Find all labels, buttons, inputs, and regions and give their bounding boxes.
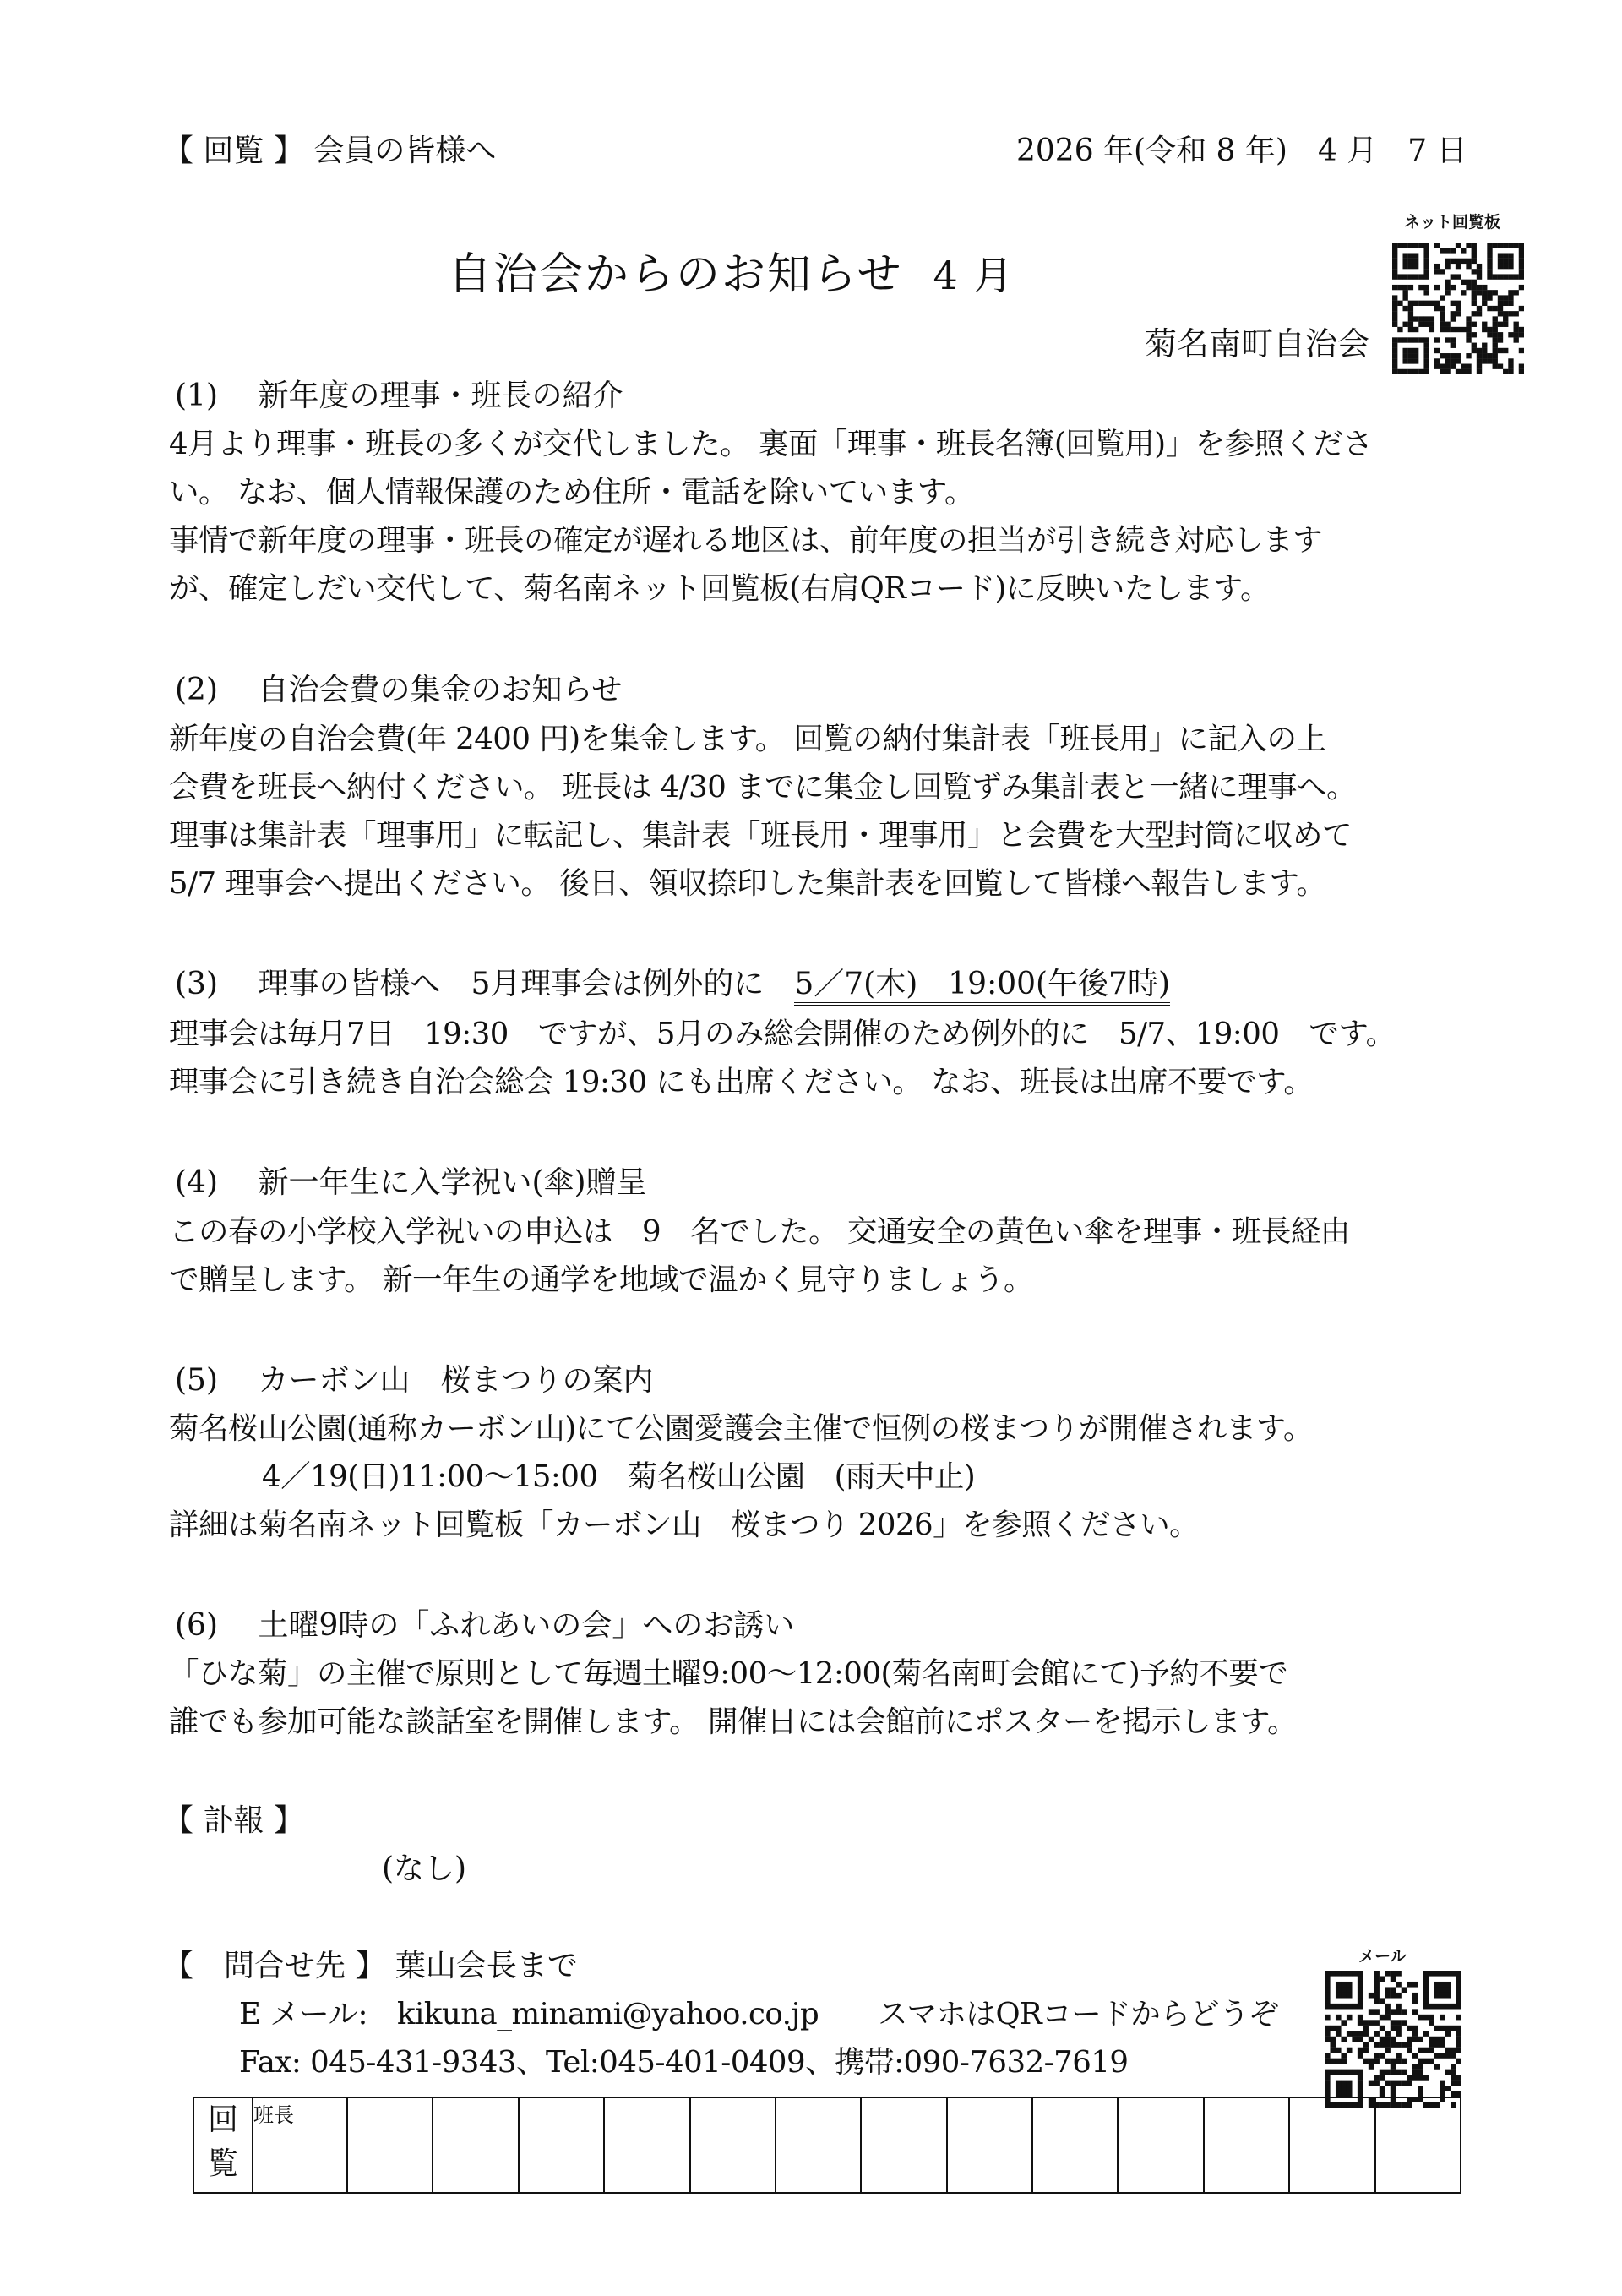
section-6-line: 「ひな菊」の主催で原則として毎週土曜9:00〜12:00(菊名南町会館にて)予約不要で: [169, 1656, 1288, 1691]
page-title-text: 自治会からのお知らせ: [448, 249, 903, 300]
section-4-line: で贈呈します。 新一年生の通学を地域で温かく見守りましょう。: [169, 1263, 1033, 1297]
section-6-heading: (6) 土曜9時の「ふれあいの会」へのお誘い: [175, 1608, 795, 1643]
page-title: [448, 245, 1014, 305]
section-3-heading-text: (3) 理事の皆様へ 5月理事会は例外的に: [175, 967, 765, 1001]
signature-cell[interactable]: [1204, 2097, 1289, 2193]
signature-cell[interactable]: [776, 2097, 861, 2193]
organization-name: 菊名南町自治会: [1145, 325, 1370, 363]
circulation-char: 回: [207, 2102, 238, 2137]
section-1-heading: (1) 新年度の理事・班長の紹介: [175, 379, 623, 413]
section-2-line: 新年度の自治会費(年 2400 円)を集金します。 回覧の納付集計表「班長用」に記入の上: [169, 722, 1326, 756]
contact-email-line: E メール: kikuna_minami@yahoo.co.jp スマホはQRコードからどうぞ: [239, 1997, 1279, 2031]
section-5-heading: (5) カーボン山 桜まつりの案内: [175, 1363, 654, 1398]
circulation-col-label: [193, 2097, 253, 2193]
section-3-heading: [175, 962, 1170, 1007]
signature-cell[interactable]: [690, 2097, 776, 2193]
section-4-line: この春の小学校入学祝いの申込は 9 名でした。 交通安全の黄色い傘を理事・班長経由: [169, 1214, 1350, 1249]
section-5-line: 菊名桜山公園(通称カーボン山)にて公園愛護会主催で恒例の桜まつりが開催されます。: [169, 1411, 1313, 1446]
qr-label-mail: メール: [1358, 1947, 1407, 1966]
obituary-value: (なし): [382, 1852, 467, 1886]
signature-cell[interactable]: [1032, 2097, 1118, 2193]
section-2-line: 理事は集計表「理事用」に転記し、集計表「班長用・理事用」と会費を大型封筒に収めて: [169, 818, 1353, 853]
qr-code-icon[interactable]: [1325, 1971, 1461, 2108]
section-2-line: 会費を班長へ納付ください。 班長は 4/30 までに集金し回覧ずみ集計表と一緒に理事へ。: [169, 770, 1357, 804]
section-1-line: が、確定しだい交代して、菊名南ネット回覧板(右肩QRコード)に反映いたします。: [169, 571, 1270, 606]
signature-cell[interactable]: [861, 2097, 946, 2193]
signature-cell[interactable]: [604, 2097, 689, 2193]
section-1-line: 事情で新年度の理事・班長の確定が遅れる地区は、前年度の担当が引き続き対応します: [169, 523, 1323, 558]
section-3-emphasis-date: 5／7(木) 19:00(午後7時): [794, 967, 1170, 1006]
section-2-heading: (2) 自治会費の集金のお知らせ: [175, 673, 623, 707]
signature-cell[interactable]: [947, 2097, 1032, 2193]
issue-date: 2026 年(令和 8 年) 4 月 7 日: [1016, 134, 1467, 168]
circulation-header-label: 【 回覧 】 会員の皆様へ: [163, 134, 497, 168]
contact-phone-line: Fax: 045-431-9343、Tel:045-401-0409、携帯:090-7632-7619: [239, 2045, 1129, 2080]
section-2-line: 5/7 理事会へ提出ください。 後日、領収捺印した集計表を回覧して皆様へ報告します。: [169, 866, 1326, 901]
signature-cell[interactable]: [347, 2097, 433, 2193]
contact-heading: 【 問合せ先 】 葉山会長まで: [163, 1949, 578, 1983]
obituary-heading: 【 訃報 】: [163, 1803, 304, 1838]
section-1-line: 4月より理事・班長の多くが交代しました。 裏面「理事・班長名簿(回覧用)」を参照くださ: [169, 427, 1373, 461]
signature-cell[interactable]: [1118, 2097, 1203, 2193]
signature-cell[interactable]: [1375, 2097, 1461, 2193]
circulation-table: [193, 2097, 1461, 2194]
section-1-line: い。 なお、個人情報保護のため住所・電話を除いています。: [169, 475, 974, 510]
qr-code-icon[interactable]: [1392, 243, 1524, 374]
section-3-line: 理事会は毎月7日 19:30 ですが、5月のみ総会開催のため例外的に 5/7、19:00 です。: [169, 1017, 1396, 1051]
circulation-char: 覧: [207, 2146, 238, 2181]
signature-cell[interactable]: [1289, 2097, 1374, 2193]
section-5-line: 詳細は菊名南ネット回覧板「カーボン山 桜まつり 2026」を参照ください。: [169, 1508, 1200, 1542]
signature-cell[interactable]: [519, 2097, 604, 2193]
page-title-month: 4 月: [933, 253, 1015, 298]
section-6-line: 誰でも参加可能な談話室を開催します。 開催日には会館前にポスターを掲示します。: [169, 1704, 1298, 1739]
qr-label-net: ネット回覧板: [1404, 213, 1501, 232]
signature-cell[interactable]: [433, 2097, 518, 2193]
section-5-event-line: 4／19(日)11:00〜15:00 菊名桜山公園 (雨天中止): [203, 1459, 976, 1494]
section-4-heading: (4) 新一年生に入学祝い(傘)贈呈: [175, 1165, 647, 1200]
section-3-line: 理事会に引き続き自治会総会 19:30 にも出席ください。 なお、班長は出席不要です。: [169, 1065, 1314, 1099]
hancho-cell[interactable]: 班長: [253, 2097, 347, 2193]
